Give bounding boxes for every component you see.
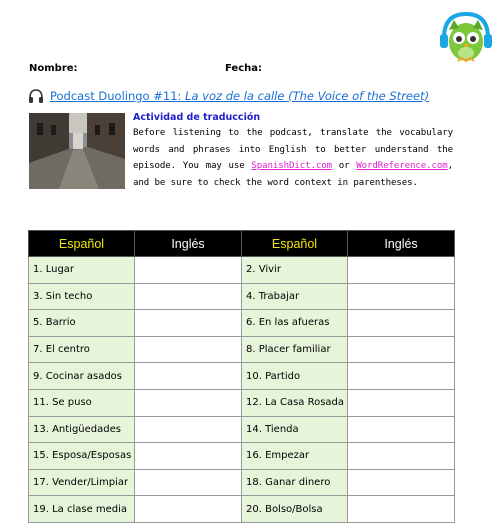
table-row: [29, 310, 455, 337]
word-cell: 16. Empezar: [242, 443, 348, 470]
table-row: [29, 443, 455, 470]
answer-cell[interactable]: [348, 257, 455, 284]
duolingo-owl-headphones-icon: [438, 8, 494, 66]
word-cell: 18. Ganar dinero: [242, 469, 348, 496]
answer-cell[interactable]: [135, 257, 242, 284]
answer-cell[interactable]: [348, 310, 455, 337]
table-row: [29, 336, 455, 363]
activity-section: [133, 112, 453, 191]
activity-text-3: , and be sure to check the word context in parentheses.: [133, 161, 453, 188]
header-espanol-2: Español: [242, 231, 348, 257]
podcast-row: [28, 87, 429, 105]
answer-cell[interactable]: [348, 496, 455, 523]
spanishdict-link[interactable]: SpanishDict.com: [251, 161, 332, 171]
activity-text-2: or: [332, 161, 357, 171]
word-cell: 1. Lugar: [29, 257, 135, 284]
word-cell: 4. Trabajar: [242, 283, 348, 310]
table-row: [29, 496, 455, 523]
header-ingles-1: Inglés: [135, 231, 242, 257]
word-cell: 2. Vivir: [242, 257, 348, 284]
answer-cell[interactable]: [135, 283, 242, 310]
word-cell: 8. Placer familiar: [242, 336, 348, 363]
headphones-icon: [28, 88, 44, 104]
table-row: [29, 416, 455, 443]
street-photo: [29, 113, 125, 189]
header-espanol-1: Español: [29, 231, 135, 257]
table-header-row: [29, 231, 455, 257]
answer-cell[interactable]: [348, 283, 455, 310]
word-cell: 14. Tienda: [242, 416, 348, 443]
vocabulary-table: [28, 230, 455, 523]
word-cell: 20. Bolso/Bolsa: [242, 496, 348, 523]
word-cell: 13. Antigüedades: [29, 416, 135, 443]
table-row: [29, 469, 455, 496]
word-cell: 11. Se puso: [29, 389, 135, 416]
podcast-link-title: La voz de la calle (The Voice of the Street): [185, 89, 430, 103]
word-cell: 6. En las afueras: [242, 310, 348, 337]
wordreference-link[interactable]: WordReference.com: [356, 161, 448, 171]
name-date-row: [29, 63, 480, 77]
table-row: [29, 283, 455, 310]
word-cell: 19. La clase media: [29, 496, 135, 523]
podcast-link-prefix: Podcast Duolingo #11:: [50, 89, 186, 103]
date-label: Fecha:: [225, 63, 263, 74]
word-cell: 15. Esposa/Esposas: [29, 443, 135, 470]
answer-cell[interactable]: [135, 389, 242, 416]
word-cell: 5. Barrio: [29, 310, 135, 337]
activity-title: Actividad de traducción: [133, 112, 261, 123]
answer-cell[interactable]: [135, 310, 242, 337]
answer-cell[interactable]: [348, 469, 455, 496]
answer-cell[interactable]: [135, 363, 242, 390]
header-ingles-2: Inglés: [348, 231, 455, 257]
activity-instructions: [133, 125, 453, 191]
table-row: [29, 257, 455, 284]
answer-cell[interactable]: [348, 336, 455, 363]
podcast-link[interactable]: [50, 89, 429, 103]
answer-cell[interactable]: [348, 416, 455, 443]
word-cell: 3. Sin techo: [29, 283, 135, 310]
word-cell: 10. Partido: [242, 363, 348, 390]
answer-cell[interactable]: [135, 443, 242, 470]
word-cell: 12. La Casa Rosada: [242, 389, 348, 416]
answer-cell[interactable]: [348, 389, 455, 416]
activity-text-1: Before listening to the podcast, translate the vocabulary words and phrases into English to better understand the episode. You may use: [133, 128, 453, 171]
table-row: [29, 389, 455, 416]
name-label: Nombre:: [29, 63, 78, 74]
answer-cell[interactable]: [135, 496, 242, 523]
answer-cell[interactable]: [135, 416, 242, 443]
answer-cell[interactable]: [348, 443, 455, 470]
word-cell: 9. Cocinar asados: [29, 363, 135, 390]
answer-cell[interactable]: [135, 469, 242, 496]
table-row: [29, 363, 455, 390]
answer-cell[interactable]: [348, 363, 455, 390]
word-cell: 7. El centro: [29, 336, 135, 363]
word-cell: 17. Vender/Limpiar: [29, 469, 135, 496]
answer-cell[interactable]: [135, 336, 242, 363]
